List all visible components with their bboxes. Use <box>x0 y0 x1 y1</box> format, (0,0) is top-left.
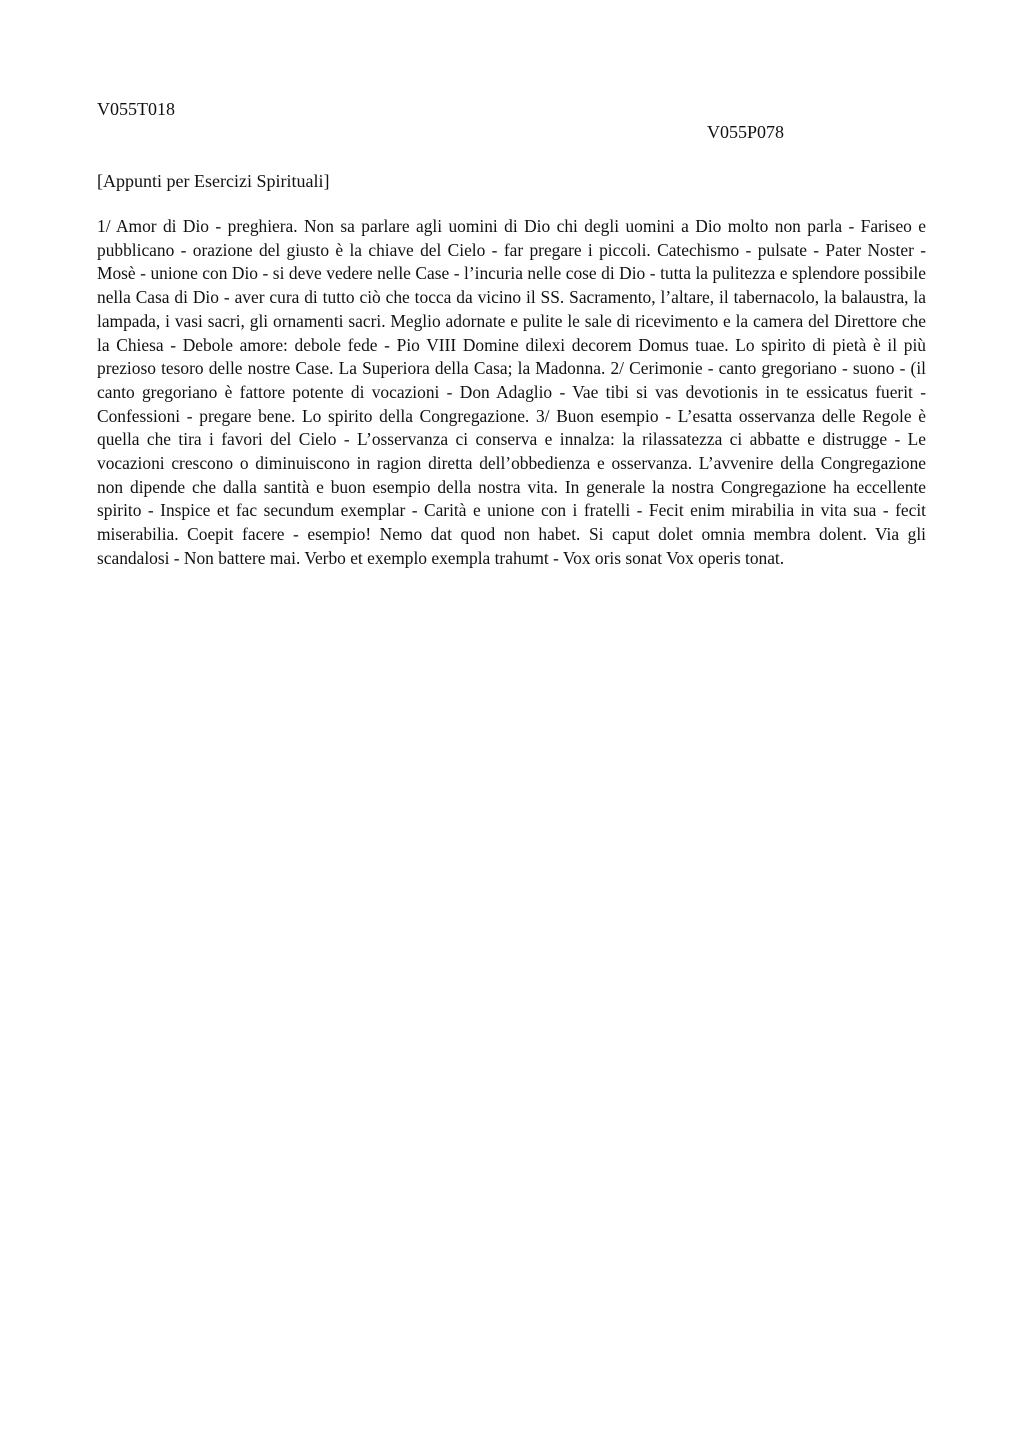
document-body-paragraph: 1/ Amor di Dio - preghiera. Non sa parlare agli uomini di Dio chi degli uomini a Dio molto non parla - Fariseo e pubblicano - orazione del giusto è la chiave del Cielo - far pregare i piccoli. Catechismo - pulsate - Pater Noster - Mosè - unione con Dio - si deve vedere nelle Case - l’incuria nelle cose di Dio - tutta la pulitezza e splendore possibile nella Casa di Dio - aver cura di tutto ciò che tocca da vicino il SS. Sacramento, l’altare, il tabernacolo, la balaustra, la lampada, i vasi sacri, gli ornamenti sacri. Meglio adornate e pulite le sale di ricevimento e la camera del Direttore che la Chiesa - Debole amore: debole fede - Pio VIII Domine dilexi decorem Domus tuae. Lo spirito di pietà è il più prezioso tesoro delle nostre Case. La Superiora della Casa; la Madonna. 2/ Cerimonie - canto gregoriano - suono - (il canto gregoriano è fattore potente di vocazioni - Don Adaglio - Vae tibi si vas devotionis in te essicatus fuerit - Confessioni - pregare bene. Lo spirito della Congregazione. 3/ Buon esempio - L’esatta osservanza delle Regole è quella che tira i favori del Cielo - L’osservanza ci conserva e innalza: la rilassatezza ci abbatte e distrugge - Le vocazioni crescono o diminuiscono in ragion diretta dell’obbedienza e osservanza. L’avvenire della Congregazione non dipende che dalla santità e buon esempio della nostra vita. In generale la nostra Congregazione ha eccellente spirito - Inspice et fac secundum exemplar - Carità e unione con i fratelli - Fecit enim mirabilia in vita sua - fecit miserabilia. Coepit facere - esempio! Nemo dat quod non habet. Si caput dolet omnia membra dolent. Via gli scandalosi - Non battere mai. Verbo et exemplo exempla trahumt - Vox oris sonat Vox operis tonat. <box>97 216 926 568</box>
document-title: [Appunti per Esercizi Spirituali] <box>97 171 330 191</box>
page-id: V055P078 <box>707 122 785 142</box>
document-id: V055T018 <box>97 99 175 119</box>
